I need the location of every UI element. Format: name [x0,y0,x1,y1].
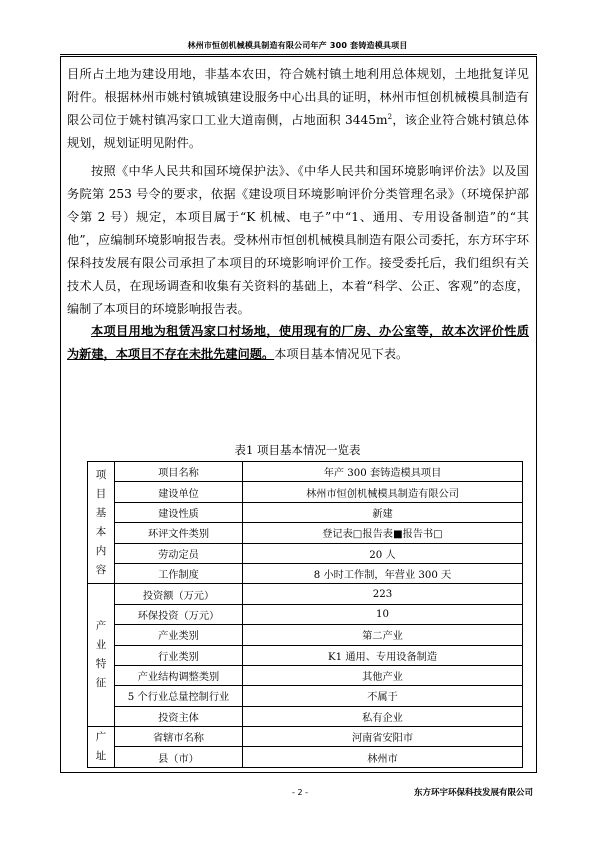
construction-status-emphasis: 本项目用地为租赁冯家口村场地，使用现有的厂房、办公室等，故本次评价性质为新建，本项目不存在未批先建问题。 [67,324,529,362]
page-number: - 2 - [292,788,308,797]
table-row [88,563,523,583]
table-field-name: 工作制度 [115,563,243,583]
group-label-char: 基 [95,506,107,519]
construction-status-tail: 本项目基本情况见下表。 [274,347,409,362]
table-field-name: 环评文件类别 [115,523,243,543]
table-row [88,543,523,563]
paragraph-legal-basis: 按照《中华人民共和国环境保护法》、《中华人民共和国环境影响评价法》以及国务院第 253 号令的要求，依据《建设项目环境影响评价分类管理名录》（环境保护部令第 2 号）规定，本项目属于“K 机械、电子”中“1、通用、专用设备制造”的“其他”，应编制环境影响报告表。受林州市恒创机械模具制造有限公司委托，东方环宇环保科技发展有限公司承担了本项目的环境影响评价工作。接受委托后，我们组织有关技术人员，在现场调查和收集有关资料的基础上，本着“科学、公正、客观”的态度，编制了本项目的环境影响报告表。 [67,164,529,316]
table-row [88,502,523,522]
table-field-value: 河南省安阳市 [243,727,523,747]
group-label-char: 内 [95,544,107,557]
group-label-char: 征 [95,677,107,690]
table-field-name: 劳动定员 [115,543,243,563]
group-label-char: 特 [95,658,107,671]
group-label-char: 项 [95,468,107,481]
paragraph-land-use-text: 目所占土地为建设用地，非基本农田，符合姚村镇土地利用总体规划，土地批复详见附件。根据林州市姚村镇城镇建设服务中心出具的证明，林州市恒创机械模具制造有限公司位于姚村镇冯家口工业大道南侧，占地面积 3445m [67,67,529,127]
table-field-value: 其他产业 [243,665,523,685]
table-field-value: 新建 [243,502,523,522]
table-row [88,645,523,665]
group-label-char: 广 [95,730,107,743]
page-header-title: 林州市恒创机械模具制造有限公司年产 300 套铸造模具项目 [187,41,408,50]
footer-company-name: 东方环宇环保科技发展有限公司 [413,788,533,798]
table-row [88,665,523,685]
project-info-table [87,461,523,768]
table-row [88,706,523,726]
table-row [88,604,523,624]
table-group-label [88,584,115,727]
table-field-value: 20 人 [243,543,523,563]
group-label-char: 产 [95,620,107,633]
group-label-char: 容 [95,563,107,576]
table-field-name: 产业结构调整类别 [115,665,243,685]
table-field-value: 私有企业 [243,706,523,726]
group-label-char: 本 [95,525,107,538]
table-field-name: 省辖市名称 [115,727,243,747]
table-row [88,747,523,767]
table-field-value: 223 [243,584,523,604]
table-row [88,686,523,706]
table-field-value: 第二产业 [243,625,523,645]
header-rule [60,54,537,55]
table-row [88,523,523,543]
table-field-value: 8 小时工作制，年营业 300 天 [243,563,523,583]
table-field-value: 登记表□报告表■报告书□ [243,523,523,543]
table-field-name: 投资额（万元） [115,584,243,604]
paragraph-land-use [67,63,529,155]
table-field-name: 5 个行业总量控制行业 [115,686,243,706]
table-field-value: 林州市恒创机械模具制造有限公司 [243,482,523,502]
table-row [88,584,523,604]
table-field-value: 林州市 [243,747,523,767]
table-row [88,625,523,645]
table-field-name: 环保投资（万元） [115,604,243,624]
area-unit-superscript: 2 [387,112,393,121]
paragraph-construction-status [67,320,529,366]
table-field-value: 不属于 [243,686,523,706]
table-field-name: 产业类别 [115,625,243,645]
table-field-name: 行业类别 [115,645,243,665]
table-field-name: 建设性质 [115,502,243,522]
group-label-char: 业 [95,639,107,652]
table-group-label [88,462,115,584]
group-label-char: 址 [95,749,107,762]
table-caption: 表1 项目基本情况一览表 [234,443,361,457]
table-field-name: 项目名称 [115,462,243,482]
table-field-name: 县（市） [115,747,243,767]
table-row [88,462,523,482]
table-field-name: 建设单位 [115,482,243,502]
paragraph-land-use-tail: ，该企业符合姚村镇总体规划，规划证明见附件。 [67,112,530,150]
table-field-value: 10 [243,604,523,624]
document-body [67,63,529,366]
table-row [88,727,523,747]
table-field-value: K1 通用、专用设备制造 [243,645,523,665]
table-row [88,482,523,502]
table-field-value: 年产 300 套铸造模具项目 [243,462,523,482]
group-label-char: 目 [95,487,107,500]
table-field-name: 投资主体 [115,706,243,726]
table-group-label [88,727,115,768]
